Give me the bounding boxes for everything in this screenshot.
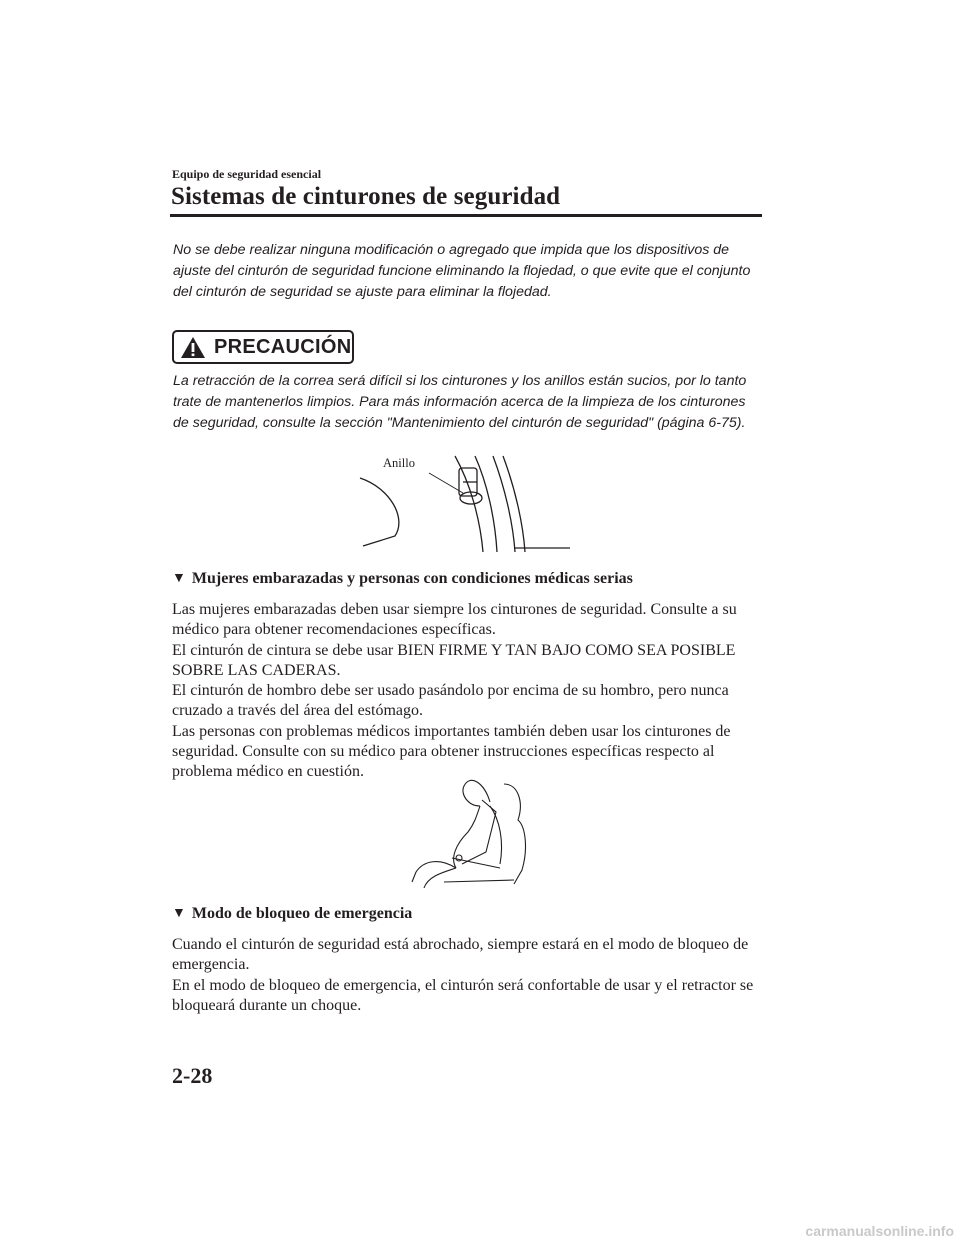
watermark: carmanualsonline.info (805, 1223, 954, 1239)
paragraph: En el modo de bloqueo de emergencia, el cinturón será confortable de usar y el retractor se bloqueará durante un choque. (172, 976, 754, 1014)
section-marker-icon: ▼ (172, 906, 186, 921)
paragraph: El cinturón de cintura se debe usar BIEN FIRME Y TAN BAJO COMO SEA POSIBLE SOBRE LAS CADERAS. (172, 641, 736, 679)
caution-paragraph: La retracción de la correa será difícil si los cinturones y los anillos están sucios, por lo tanto trate de mantenerlos limpios. Para más información acerca de la limpieza de los cinturones de seguridad, consulte la sección "Mantenimiento del cinturón de seguridad" (página 6-75). (173, 373, 747, 431)
ring-label: Anillo (383, 456, 415, 470)
paragraph: Cuando el cinturón de seguridad está abrochado, siempre estará en el modo de bloqueo de emergencia. (172, 936, 749, 974)
caution-label: PRECAUCIÓN (214, 335, 352, 358)
intro-paragraph: No se debe realizar ninguna modificación o agregado que impida que los dispositivos de ajuste del cinturón de seguridad funcione eliminando la flojedad, o que evite que el conjunto del cinturón de seguridad se ajuste para eliminar la flojedad. (173, 242, 751, 300)
pregnant-body (172, 600, 768, 783)
pregnant-heading (172, 570, 633, 588)
page-number: 2-28 (172, 1063, 213, 1088)
page-title: Sistemas de cinturones de seguridad (171, 183, 561, 210)
emergency-heading (172, 905, 412, 923)
section-label: Equipo de seguridad esencial (172, 167, 322, 181)
section-marker-icon: ▼ (172, 571, 186, 586)
pregnant-woman-seatbelt-illustration (404, 772, 536, 890)
paragraph: Las personas con problemas médicos importantes también deben usar los cinturones de seguridad. Consulte con su médico para obtener instrucciones específicas respecto al problema médico en cuestión. (172, 722, 731, 781)
paragraph: Las mujeres embarazadas deben usar siempre los cinturones de seguridad. Consulte a su médico para obtener recomendaciones específicas. (172, 601, 737, 639)
caution-box (172, 330, 354, 364)
emergency-body (172, 935, 768, 1016)
warning-triangle-icon (180, 336, 206, 359)
emergency-heading-text: Modo de bloqueo de emergencia (191, 905, 413, 922)
pregnant-heading-text: Mujeres embarazadas y personas con condiciones médicas serias (191, 570, 633, 587)
title-rule (170, 214, 762, 217)
paragraph: El cinturón de hombro debe ser usado pasándolo por encima de su hombro, pero nunca cruzado a través del área del estómago. (172, 682, 729, 720)
